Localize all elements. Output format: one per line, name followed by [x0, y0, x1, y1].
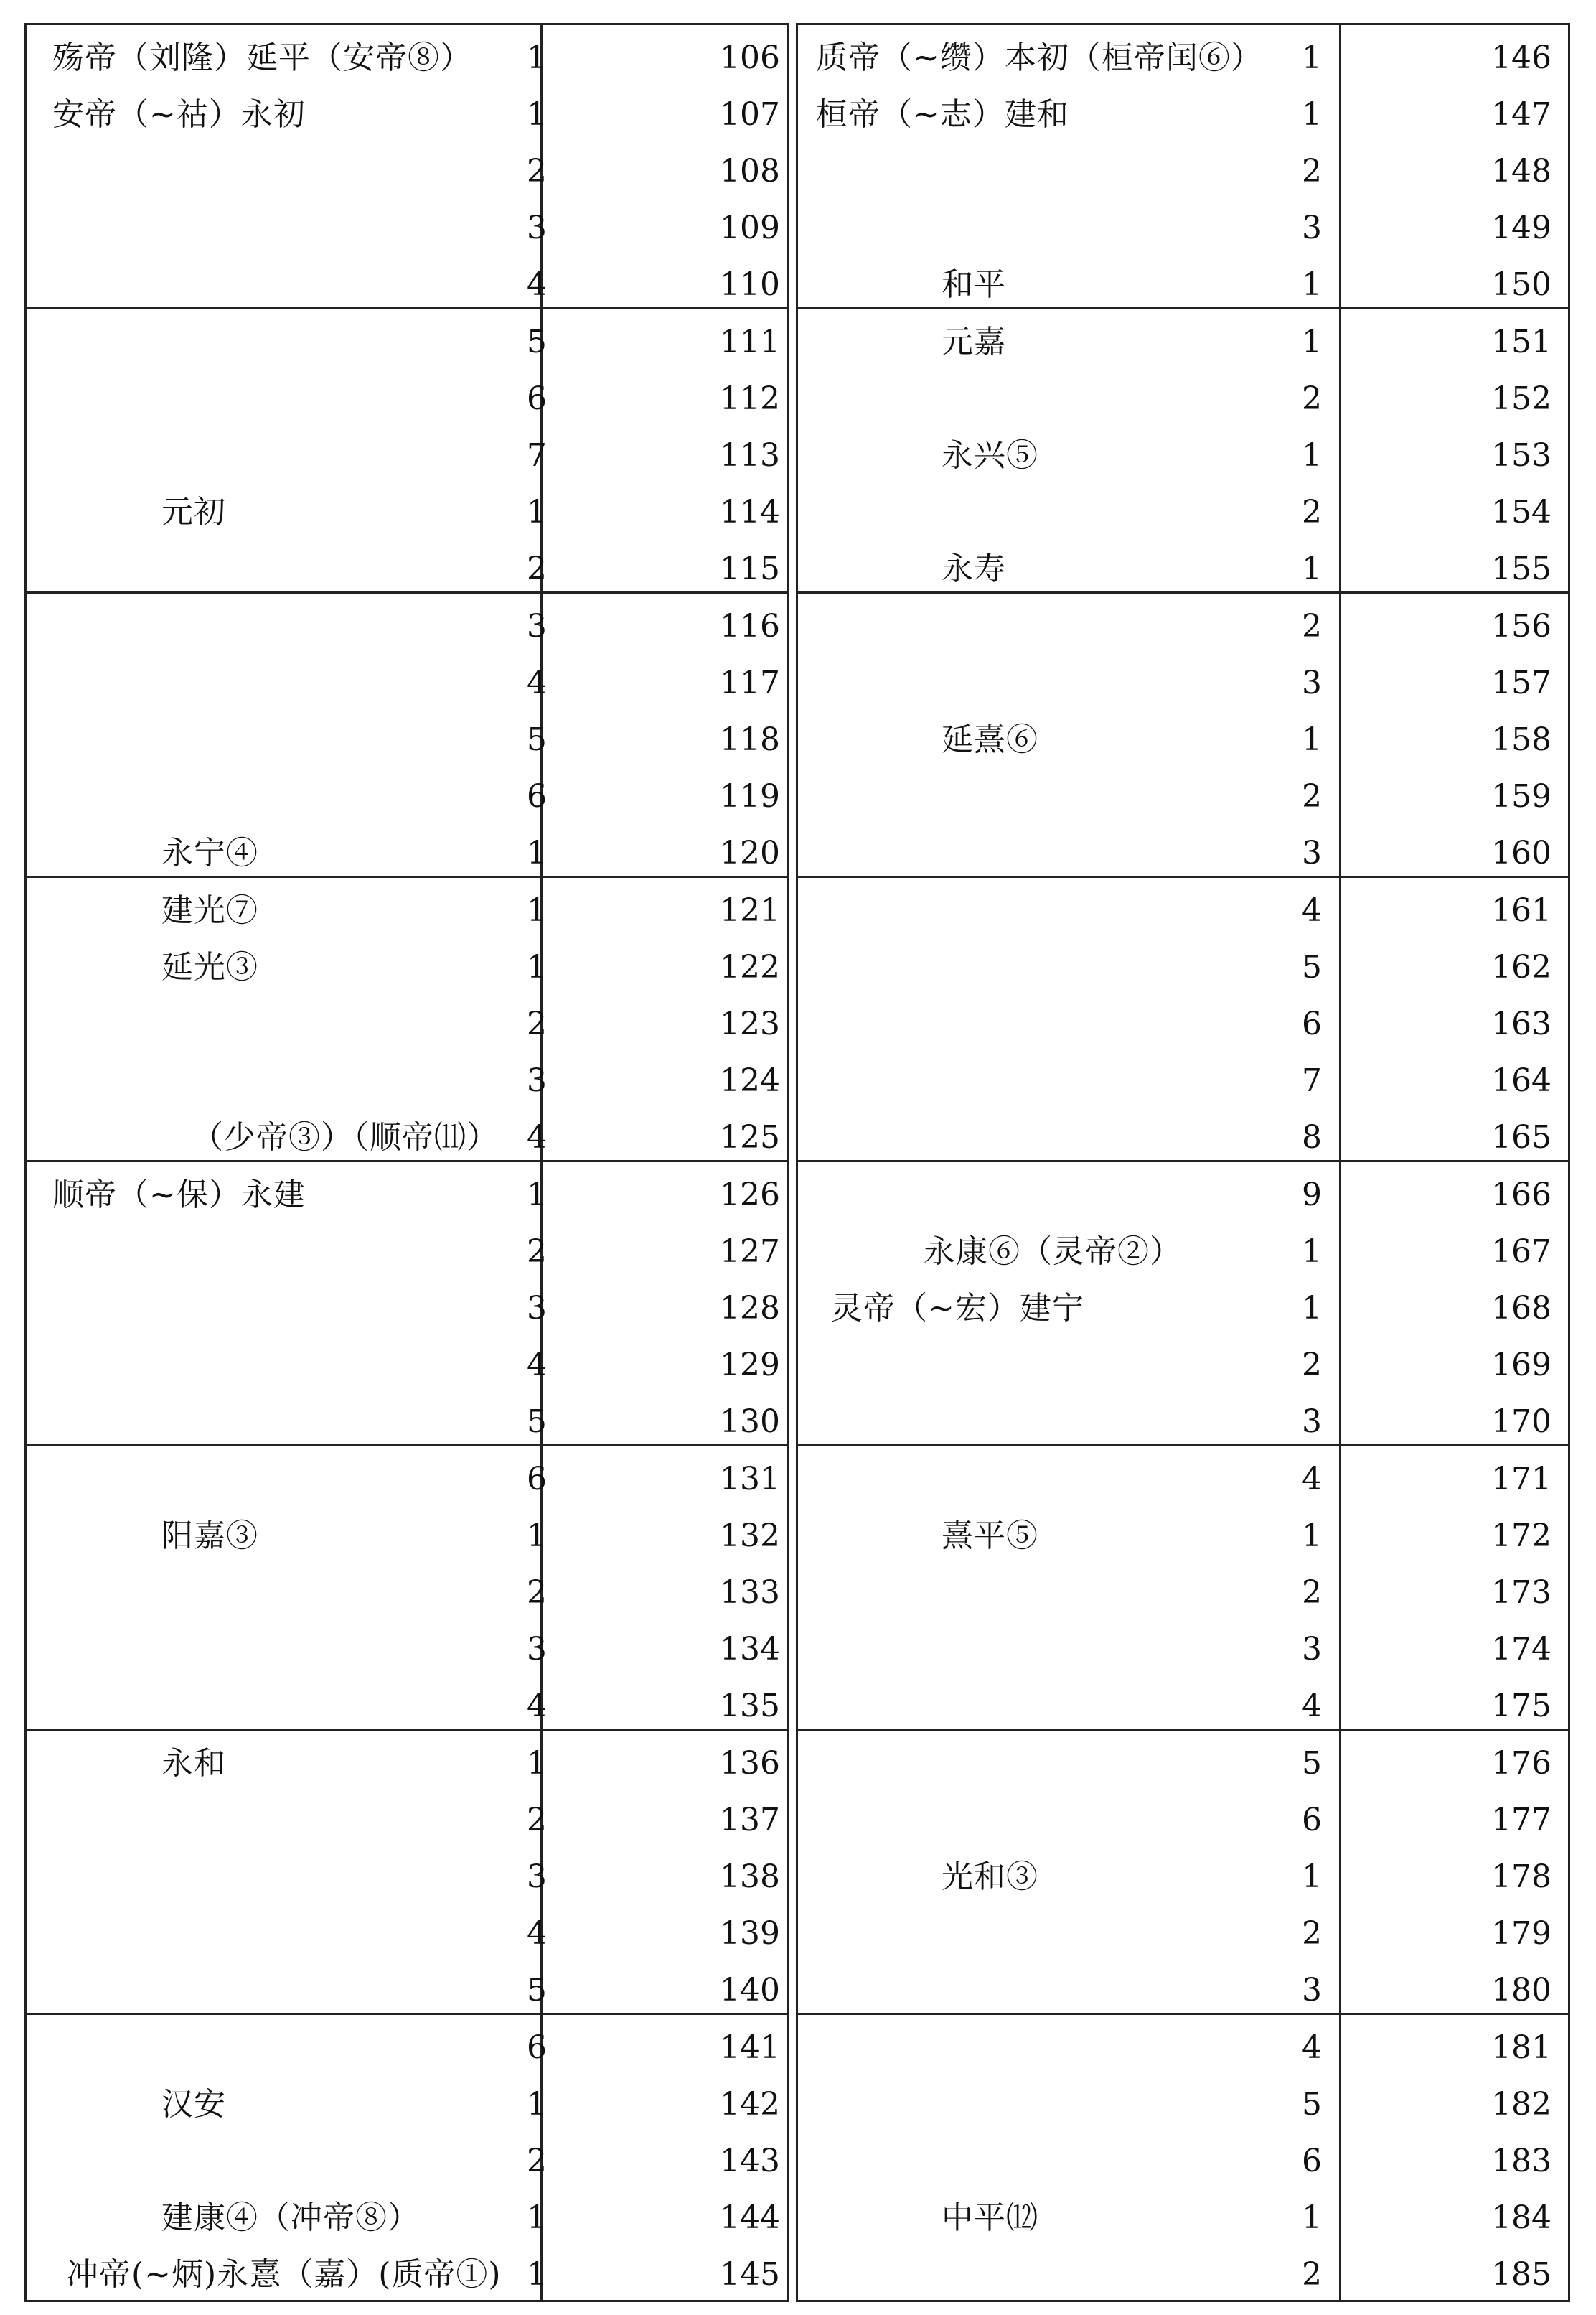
reign-year: 5	[1302, 2086, 1322, 2123]
table-row	[798, 143, 1568, 200]
ce-year: 184	[1491, 2199, 1552, 2236]
ce-year: 173	[1491, 1574, 1552, 1611]
era-name: （少帝③）（顺帝⑾）	[192, 1119, 499, 1156]
table-row	[798, 1337, 1568, 1393]
table-row	[798, 711, 1568, 768]
ce-year: 129	[720, 1347, 780, 1383]
reign-year: 1	[527, 1745, 547, 1782]
reign-year: 4	[527, 266, 547, 303]
reign-year: 1	[1302, 1517, 1322, 1554]
reign-year: 1	[527, 96, 547, 133]
table-row	[798, 2189, 1568, 2246]
reign-year: 1	[1302, 1858, 1322, 1895]
ce-year: 123	[720, 1006, 780, 1042]
ce-year: 135	[720, 1688, 780, 1724]
reign-year: 4	[527, 1688, 547, 1724]
reign-year: 9	[1302, 1177, 1322, 1213]
table-row	[27, 314, 787, 370]
era-name: 永宁④	[161, 835, 258, 871]
table-row	[798, 1848, 1568, 1905]
reign-year: 3	[1302, 1631, 1322, 1668]
reign-year: 2	[1302, 608, 1322, 645]
ce-year: 121	[720, 892, 780, 929]
table-row	[27, 427, 787, 484]
ce-year: 145	[720, 2256, 780, 2293]
table-row	[798, 1564, 1568, 1621]
table-row	[798, 2246, 1568, 2303]
reign-year: 3	[527, 1062, 547, 1099]
block-divider	[798, 591, 1568, 594]
table-row	[798, 1905, 1568, 1962]
table-row	[27, 996, 787, 1052]
reign-year: 2	[1302, 153, 1322, 190]
table-row	[798, 484, 1568, 541]
ce-year: 167	[1491, 1233, 1552, 1270]
reign-year: 4	[527, 1119, 547, 1156]
table-row	[27, 939, 787, 996]
reign-year: 2	[527, 551, 547, 587]
ce-year: 120	[720, 835, 780, 871]
ce-year: 156	[1491, 608, 1552, 645]
reign-year: 4	[1302, 1461, 1322, 1497]
ce-year: 115	[720, 551, 780, 587]
table-row	[798, 427, 1568, 484]
ce-year: 133	[720, 1574, 780, 1611]
table-row	[798, 1962, 1568, 2019]
reign-year: 6	[527, 2029, 547, 2066]
reign-year: 3	[527, 1631, 547, 1668]
ce-year: 138	[720, 1858, 780, 1895]
reign-year: 6	[527, 380, 547, 417]
reign-year: 4	[1302, 2029, 1322, 2066]
table-row	[27, 1678, 787, 1734]
table-row	[798, 1792, 1568, 1848]
reign-year: 4	[1302, 892, 1322, 929]
ce-year: 122	[720, 949, 780, 986]
table-row	[798, 256, 1568, 313]
table-row	[27, 2246, 787, 2303]
table-row	[27, 1621, 787, 1678]
table-row	[27, 1337, 787, 1393]
era-year-table	[24, 23, 1570, 2302]
table-row	[27, 1792, 787, 1848]
table-row	[798, 541, 1568, 597]
reign-year: 2	[1302, 2256, 1322, 2293]
ce-year: 172	[1491, 1517, 1552, 1554]
reign-year: 3	[527, 608, 547, 645]
table-row	[798, 939, 1568, 996]
ce-year: 177	[1491, 1802, 1552, 1838]
block-divider	[27, 307, 787, 309]
ce-year: 169	[1491, 1347, 1552, 1383]
ce-year: 148	[1491, 153, 1552, 190]
ce-year: 110	[720, 266, 780, 303]
era-name: 熹平⑤	[942, 1517, 1038, 1554]
table-row	[27, 1507, 787, 1564]
ce-year: 166	[1491, 1177, 1552, 1213]
table-row	[27, 256, 787, 313]
ce-year: 146	[1491, 39, 1552, 76]
reign-year: 3	[527, 1858, 547, 1895]
table-row	[798, 882, 1568, 939]
reign-year: 1	[527, 949, 547, 986]
era-name: 永兴⑤	[942, 437, 1038, 474]
ce-year: 171	[1491, 1461, 1552, 1497]
table-row	[27, 484, 787, 541]
table-row	[27, 1166, 787, 1223]
reign-year: 1	[527, 2199, 547, 2236]
block-divider	[27, 876, 787, 878]
reign-year: 8	[1302, 1119, 1322, 1156]
reign-year: 5	[527, 324, 547, 360]
table-row	[27, 1905, 787, 1962]
table-row	[27, 86, 787, 143]
table-row	[798, 370, 1568, 427]
era-name: 永寿	[942, 551, 1006, 587]
era-name: 灵帝（~宏）建宁	[831, 1290, 1084, 1327]
table-row	[798, 29, 1568, 86]
table-row	[27, 655, 787, 711]
reign-year: 2	[527, 1802, 547, 1838]
reign-year: 1	[527, 494, 547, 530]
ce-year: 119	[720, 778, 780, 815]
ce-year: 157	[1491, 665, 1552, 701]
ce-year: 141	[720, 2029, 780, 2066]
table-row	[27, 711, 787, 768]
ce-year: 176	[1491, 1745, 1552, 1782]
reign-year: 1	[527, 2256, 547, 2293]
ce-year: 149	[1491, 210, 1552, 246]
reign-year: 2	[527, 153, 547, 190]
table-row	[798, 2076, 1568, 2133]
table-row	[27, 200, 787, 256]
block-divider	[798, 1160, 1568, 1162]
reign-year: 1	[1302, 1233, 1322, 1270]
table-row	[27, 2019, 787, 2076]
ce-year: 185	[1491, 2256, 1552, 2293]
ce-year: 178	[1491, 1858, 1552, 1895]
table-row	[798, 1451, 1568, 1507]
reign-year: 5	[527, 721, 547, 758]
reign-year: 2	[527, 2143, 547, 2179]
ce-year: 125	[720, 1119, 780, 1156]
reign-year: 6	[1302, 1006, 1322, 1042]
reign-year: 1	[527, 2086, 547, 2123]
table-row	[27, 1052, 787, 1109]
table-row	[798, 1280, 1568, 1337]
reign-year: 5	[1302, 949, 1322, 986]
ce-year: 180	[1491, 1972, 1552, 2008]
ce-year: 111	[720, 324, 780, 360]
ce-year: 152	[1491, 380, 1552, 417]
table-row	[798, 86, 1568, 143]
reign-year: 1	[1302, 2199, 1322, 2236]
reign-year: 1	[1302, 39, 1322, 76]
era-name: 质帝（~缵）本初（桓帝闰⑥）	[816, 39, 1263, 76]
ce-year: 165	[1491, 1119, 1552, 1156]
reign-year: 6	[527, 778, 547, 815]
table-row	[27, 882, 787, 939]
ce-year: 160	[1491, 835, 1552, 871]
ce-year: 144	[720, 2199, 780, 2236]
reign-year: 5	[527, 1972, 547, 2008]
ce-year: 151	[1491, 324, 1552, 360]
ce-year: 106	[720, 39, 780, 76]
reign-year: 1	[1302, 721, 1322, 758]
reign-year: 1	[527, 39, 547, 76]
era-name: 建光⑦	[161, 892, 258, 929]
reign-year: 2	[1302, 1574, 1322, 1611]
ce-year: 127	[720, 1233, 780, 1270]
era-name: 永康⑥（灵帝②）	[924, 1233, 1182, 1270]
table-row	[798, 655, 1568, 711]
ce-year: 114	[720, 494, 780, 530]
era-name: 安帝（~祜）永初	[52, 96, 306, 133]
reign-year: 3	[1302, 835, 1322, 871]
block-divider	[27, 1729, 787, 1731]
table-row	[27, 2076, 787, 2133]
reign-year: 1	[527, 835, 547, 871]
table-row	[27, 1223, 787, 1280]
reign-year: 2	[1302, 494, 1322, 530]
table-right-half	[796, 23, 1570, 2302]
reign-year: 3	[527, 1290, 547, 1327]
reign-year: 2	[527, 1233, 547, 1270]
reign-year: 2	[1302, 1347, 1322, 1383]
reign-year: 2	[1302, 778, 1322, 815]
era-name: 冲帝(~炳)永憙（嘉）(质帝①)	[67, 2256, 502, 2293]
table-row	[27, 370, 787, 427]
table-row	[27, 1962, 787, 2019]
reign-year: 4	[527, 1915, 547, 1952]
table-row	[27, 598, 787, 655]
table-row	[27, 29, 787, 86]
era-name: 中平⑿	[942, 2199, 1038, 2236]
reign-year: 2	[1302, 380, 1322, 417]
reign-year: 1	[527, 892, 547, 929]
ce-year: 159	[1491, 778, 1552, 815]
ce-year: 136	[720, 1745, 780, 1782]
ce-year: 140	[720, 1972, 780, 2008]
reign-year: 1	[527, 1517, 547, 1554]
reign-year: 3	[1302, 210, 1322, 246]
ce-year: 158	[1491, 721, 1552, 758]
ce-year: 107	[720, 96, 780, 133]
ce-year: 134	[720, 1631, 780, 1668]
ce-year: 182	[1491, 2086, 1552, 2123]
ce-year: 126	[720, 1177, 780, 1213]
ce-year: 113	[720, 437, 780, 474]
reign-year: 3	[1302, 665, 1322, 701]
era-name: 建康④（冲帝⑧）	[161, 2199, 420, 2236]
table-row	[27, 2133, 787, 2189]
block-divider	[798, 876, 1568, 878]
era-name: 顺帝（~保）永建	[52, 1177, 306, 1213]
reign-year: 2	[1302, 1915, 1322, 1952]
table-row	[27, 1848, 787, 1905]
ce-year: 155	[1491, 551, 1552, 587]
table-row	[798, 2133, 1568, 2189]
table-row	[27, 825, 787, 881]
reign-year: 1	[1302, 551, 1322, 587]
ce-year: 137	[720, 1802, 780, 1838]
reign-year: 3	[1302, 1403, 1322, 1440]
ce-year: 108	[720, 153, 780, 190]
reign-year: 1	[1302, 266, 1322, 303]
block-divider	[27, 1160, 787, 1162]
table-row	[798, 1223, 1568, 1280]
table-row	[798, 1166, 1568, 1223]
table-row	[27, 768, 787, 825]
block-divider	[798, 2013, 1568, 2015]
era-name: 元初	[161, 494, 226, 530]
reign-year: 1	[1302, 96, 1322, 133]
ce-year: 164	[1491, 1062, 1552, 1099]
table-row	[27, 1735, 787, 1792]
table-row	[798, 314, 1568, 370]
ce-year: 179	[1491, 1915, 1552, 1952]
ce-year: 124	[720, 1062, 780, 1099]
table-row	[27, 2189, 787, 2246]
ce-year: 162	[1491, 949, 1552, 986]
table-row	[27, 1451, 787, 1507]
ce-year: 143	[720, 2143, 780, 2179]
table-row	[798, 200, 1568, 256]
ce-year: 118	[720, 721, 780, 758]
table-row	[27, 1393, 787, 1450]
reign-year: 7	[527, 437, 547, 474]
era-name: 延光③	[161, 949, 258, 986]
era-name: 光和③	[942, 1858, 1038, 1895]
ce-year: 150	[1491, 266, 1552, 303]
table-row	[798, 2019, 1568, 2076]
table-row	[798, 825, 1568, 881]
table-row	[798, 1735, 1568, 1792]
ce-year: 153	[1491, 437, 1552, 474]
ce-year: 154	[1491, 494, 1552, 530]
era-name: 汉安	[161, 2086, 226, 2123]
table-row	[798, 996, 1568, 1052]
reign-year: 6	[1302, 1802, 1322, 1838]
reign-year: 1	[527, 1177, 547, 1213]
era-name: 阳嘉③	[161, 1517, 258, 1554]
ce-year: 168	[1491, 1290, 1552, 1327]
ce-year: 117	[720, 665, 780, 701]
ce-year: 128	[720, 1290, 780, 1327]
table-row	[27, 1280, 787, 1337]
table-row	[798, 768, 1568, 825]
block-divider	[27, 591, 787, 594]
ce-year: 175	[1491, 1688, 1552, 1724]
table-row	[798, 1109, 1568, 1166]
table-row	[798, 1678, 1568, 1734]
reign-year: 2	[527, 1006, 547, 1042]
table-row	[798, 598, 1568, 655]
table-row	[798, 1621, 1568, 1678]
reign-year: 2	[527, 1574, 547, 1611]
ce-year: 132	[720, 1517, 780, 1554]
table-row	[27, 1109, 787, 1166]
table-row	[798, 1052, 1568, 1109]
reign-year: 3	[1302, 1972, 1322, 2008]
reign-year: 6	[527, 1461, 547, 1497]
reign-year: 6	[1302, 2143, 1322, 2179]
reign-year: 4	[1302, 1688, 1322, 1724]
block-divider	[798, 1444, 1568, 1446]
reign-year: 5	[1302, 1745, 1322, 1782]
ce-year: 147	[1491, 96, 1552, 133]
ce-year: 112	[720, 380, 780, 417]
table-row	[798, 1507, 1568, 1564]
era-name: 延熹⑥	[942, 721, 1038, 758]
ce-year: 139	[720, 1915, 780, 1952]
reign-year: 1	[1302, 437, 1322, 474]
ce-year: 131	[720, 1461, 780, 1497]
ce-year: 161	[1491, 892, 1552, 929]
reign-year: 3	[527, 210, 547, 246]
era-name: 和平	[942, 266, 1006, 303]
ce-year: 170	[1491, 1403, 1552, 1440]
table-row	[27, 541, 787, 597]
reign-year: 4	[527, 665, 547, 701]
ce-year: 130	[720, 1403, 780, 1440]
era-name: 永和	[161, 1745, 226, 1782]
block-divider	[798, 307, 1568, 309]
ce-year: 174	[1491, 1631, 1552, 1668]
ce-year: 163	[1491, 1006, 1552, 1042]
reign-year: 4	[527, 1347, 547, 1383]
block-divider	[27, 2013, 787, 2015]
block-divider	[27, 1444, 787, 1446]
reign-year: 7	[1302, 1062, 1322, 1099]
block-divider	[798, 1729, 1568, 1731]
ce-year: 181	[1491, 2029, 1552, 2066]
reign-year: 1	[1302, 324, 1322, 360]
ce-year: 142	[720, 2086, 780, 2123]
era-name: 殇帝（刘隆）延平（安帝⑧）	[52, 39, 472, 76]
ce-year: 109	[720, 210, 780, 246]
table-row	[798, 1393, 1568, 1450]
ce-year: 116	[720, 608, 780, 645]
reign-year: 5	[527, 1403, 547, 1440]
era-name: 元嘉	[942, 324, 1006, 360]
table-row	[27, 1564, 787, 1621]
era-name: 桓帝（~志）建和	[816, 96, 1069, 133]
reign-year: 1	[1302, 1290, 1322, 1327]
ce-year: 183	[1491, 2143, 1552, 2179]
table-left-half	[24, 23, 789, 2302]
table-row	[27, 143, 787, 200]
